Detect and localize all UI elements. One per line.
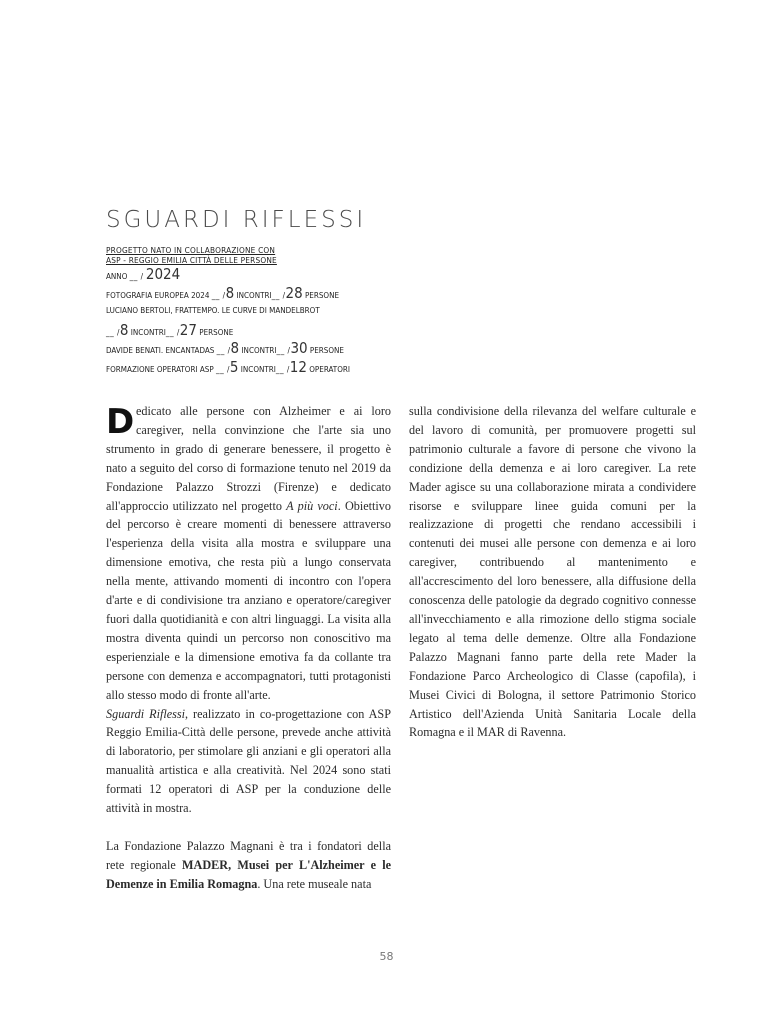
stat-row-formazione bbox=[106, 358, 350, 377]
people-unit: PERSONE bbox=[309, 346, 344, 355]
separator: __ / bbox=[211, 290, 226, 300]
separator: __ / bbox=[216, 346, 231, 355]
people-count: 28 bbox=[285, 283, 303, 302]
page-title: SGUARDI RIFLESSI bbox=[106, 207, 367, 233]
project-name: A più voci bbox=[286, 498, 338, 513]
network-name: MADER, Musei per L'Alzheimer e le Demenze in Emilia Romagna bbox=[106, 857, 392, 891]
meetings-unit: INCONTRI bbox=[236, 290, 272, 300]
people-count: 27 bbox=[179, 320, 197, 339]
text: edicato alle persone con Alzheimer e ai loro caregiver, nella convinzione che l'arte sia uno strumento in grado di generare benessere, il progetto è nato a seguito del corso di formazione tenuto nel 2019 da Fondazione Palazzo Strozzi (Firenze) e dedicato all'approccio utilizzato nel progetto bbox=[106, 404, 391, 513]
separator: __ / bbox=[129, 272, 144, 281]
text: La Fondazione Palazzo Magnani è tra i fondatori della rete regionale bbox=[106, 838, 391, 872]
text: . Una rete museale nata bbox=[257, 876, 372, 891]
collaboration-line-2: ASP - REGGIO EMILIA CITTÀ DELLE PERSONE bbox=[106, 255, 277, 265]
paragraph-mader bbox=[106, 837, 391, 894]
meetings-count: 8 bbox=[119, 320, 129, 339]
stat-row-fotografia-europea bbox=[106, 284, 350, 303]
meetings-unit: INCONTRI bbox=[240, 364, 276, 374]
text-column-left bbox=[106, 402, 391, 894]
drop-cap: D bbox=[106, 402, 135, 442]
year-row bbox=[106, 265, 350, 284]
text-column-right bbox=[409, 402, 696, 742]
row-label: LUCIANO BERTOLI, FRATTEMPO. LE CURVE DI MANDELBROT bbox=[106, 306, 320, 315]
people-unit: PERSONE bbox=[199, 327, 234, 337]
row-label: DAVIDE BENATI. ENCANTADAS bbox=[106, 346, 215, 355]
separator: __ / bbox=[275, 364, 290, 374]
separator: __ / bbox=[276, 346, 291, 355]
separator: __ / bbox=[106, 327, 120, 337]
separator: __ / bbox=[271, 290, 286, 300]
stat-row-benati bbox=[106, 339, 350, 358]
operators-count: 12 bbox=[289, 357, 307, 376]
meetings-count: 8 bbox=[230, 339, 240, 357]
collaboration-line-1: PROGETTO NATO IN COLLABORAZIONE CON bbox=[106, 245, 276, 255]
row-label: FOTOGRAFIA EUROPEA 2024 bbox=[106, 290, 210, 300]
text: . Obiettivo del percorso è creare momenti di benessere attraverso l'esperienza della visita alla mostra e sviluppare una dimensione emotiva, che resta più a lungo conservata nella mente, attivando momenti di incontro con l'opera d'arte e di condivisione tra anziano e operatore/caregiver fuori dalla quotidianità e con altri linguaggi. La visita alla mostra diventa quindi un percorso non conoscitivo ma esperienziale e la dimensione emotiva fa da collante tra persone con demenza e accompagnatori, tutti protagonisti allo stesso modo di fronte all'arte. bbox=[106, 498, 391, 702]
row-label: FORMAZIONE OPERATORI ASP bbox=[106, 364, 214, 374]
people-count: 30 bbox=[290, 339, 308, 357]
meetings-unit: INCONTRI bbox=[241, 346, 277, 355]
paragraph-mader-continued: sulla condivisione della rilevanza del welfare culturale e del lavoro di comunità, per promuovere progetti sul patrimonio culturale a favore di persone che vivono la condizione della demenza e ai loro caregiver. La rete Mader agisce su una collaborazione mirata a condividere risorse e sviluppare linee guida comuni per la realizzazione di progetti che rendano accessibili i contenuti dei musei alle persone con demenza e ai loro caregiver, contribuendo al mantenimento e all'accrescimento del loro benessere, alla diffusione della conoscenza delle patologie da degrado cognitivo connesse all'invecchiamento e alla rimozione dello stigma sociale legato al tema delle demenze. Oltre alla Fondazione Palazzo Magnani fanno parte della rete Mader la Fondazione Parco Archeologico di Classe (capofila), i Musei Civici di Bologna, il settore Patrimonio Storico Artistico dell'Azienda Unità Sanitaria Locale della Romagna e il MAR di Ravenna. bbox=[409, 404, 696, 740]
page-number: 58 bbox=[379, 950, 394, 963]
text: , realizzato in co-progettazione con ASP Reggio Emilia-Città delle persone, prevede anche attività di laboratorio, per stimolare gli anziani e gli operatori alla manualità artistica e alla creatività. Nel 2024 sono stati formati 12 operatori di ASP per la conduzione delle attività in mostra. bbox=[106, 706, 391, 816]
meetings-count: 8 bbox=[225, 283, 235, 302]
operators-unit: OPERATORI bbox=[309, 364, 350, 374]
stat-row-bertoli-title bbox=[106, 302, 350, 321]
stat-row-bertoli bbox=[106, 321, 350, 340]
year-label: ANNO bbox=[106, 272, 128, 281]
year-value: 2024 bbox=[145, 265, 181, 283]
meetings-count: 5 bbox=[229, 357, 239, 376]
separator: __ / bbox=[165, 327, 180, 337]
separator: __ / bbox=[216, 364, 230, 374]
people-unit: PERSONE bbox=[304, 290, 340, 300]
project-name: Sguardi Riflessi bbox=[106, 706, 186, 721]
paragraph-intro bbox=[106, 402, 391, 705]
project-info bbox=[106, 245, 350, 376]
paragraph-sguardi bbox=[106, 705, 391, 818]
meetings-unit: INCONTRI bbox=[130, 327, 166, 337]
